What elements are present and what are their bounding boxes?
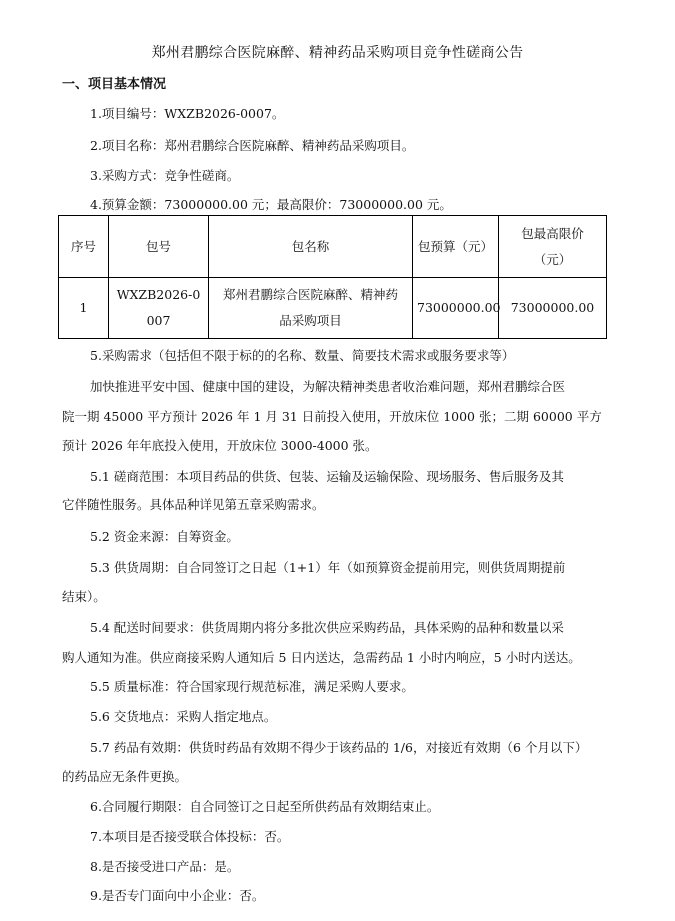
header-package-budget: 包预算（元） [413,216,499,278]
clause-5-4-line1: 5.4 配送时间要求：供货周期内将分多批次供应采购药品，具体采购的品种和数量以采 [90,620,564,635]
header-max-price [499,216,607,278]
item-contract-period: 6.合同履行期限：自合同签订之日起至所供药品有效期结束止。 [90,799,440,814]
demand-para-line1: 加快推进平安中国、健康中国的建设，为解决精神类患者收治难问题，郑州君鹏综合医 [90,379,566,394]
clause-5-6: 5.6 交货地点：采购人指定地点。 [90,709,277,724]
header-package-no: 包号 [109,216,209,278]
cell-package-name [209,278,413,339]
header-seq: 序号 [59,216,109,278]
table-row [59,278,607,339]
clause-5-1-line2: 它伴随性服务。具体品种详见第五章采购需求。 [62,497,325,512]
clause-5-4-line2: 购人通知为准。供应商接采购人通知后 5 日内送达，急需药品 1 小时内响应，5 小时内送达。 [62,650,581,665]
clause-5-7-line1: 5.7 药品有效期：供货时药品有效期不得少于该药品的 1/6，对接近有效期（6 个月以下） [90,740,588,755]
item-budget: 4.预算金额：73000000.00 元；最高限价：73000000.00 元。 [90,197,452,212]
clause-5-5: 5.5 质量标准：符合国家现行规范标准，满足采购人要求。 [90,679,414,694]
clause-5-3-line2: 结束）。 [62,589,106,604]
item-project-name: 2.项目名称：郑州君鹏综合医院麻醉、精神药品采购项目。 [90,138,415,153]
clause-5-2: 5.2 资金来源：自筹资金。 [90,529,239,544]
clause-5-1-line1: 5.1 磋商范围：本项目药品的供货、包装、运输及运输保险、现场服务、售后服务及其 [90,469,564,484]
header-max-price-line2: （元） [533,251,572,267]
cell-max-price: 73000000.00 [499,278,607,339]
clause-5-3-line1: 5.3 供货周期：自合同签订之日起（1+1）年（如预算资金提前用完，则供货周期提前 [90,560,566,575]
cell-package-no-line2: 007 [146,313,171,328]
item-consortium: 7.本项目是否接受联合体投标：否。 [90,829,290,844]
cell-seq: 1 [59,278,109,339]
header-max-price-line1: 包最高限价 [521,225,584,241]
item-project-number: 1.项目编号：WXZB2026-0007。 [90,106,285,121]
demand-para-line2: 院一期 45000 平方预计 2026 年 1 月 31 日前投入使用，开放床位 1000 张；二期 60000 平方 [62,409,602,424]
header-package-name: 包名称 [209,216,413,278]
cell-package-budget: 73000000.00 [413,278,499,339]
page-title: 郑州君鹏综合医院麻醉、精神药品采购项目竞争性磋商公告 [151,45,524,61]
cell-package-no [109,278,209,339]
cell-package-no-line1: WXZB2026-0 [116,287,201,302]
demand-para-line3: 预计 2026 年年底投入使用，开放床位 3000-4000 张。 [62,438,378,453]
item-procurement-method: 3.采购方式：竞争性磋商。 [90,168,240,183]
section-heading: 一、项目基本情况 [62,77,167,92]
item-procurement-demand: 5.采购需求（包括但不限于标的的名称、数量、简要技术需求或服务要求等） [90,348,515,363]
cell-package-name-line2: 品采购项目 [279,313,342,328]
item-imported-products: 8.是否接受进口产品：是。 [90,859,240,874]
cell-package-name-line1: 郑州君鹏综合医院麻醉、精神药 [222,287,398,302]
table-header-row [59,216,607,278]
package-table [58,215,607,339]
clause-5-7-line2: 的药品应无条件更换。 [62,769,188,784]
item-sme-only: 9.是否专门面向中小企业：否。 [90,888,265,903]
